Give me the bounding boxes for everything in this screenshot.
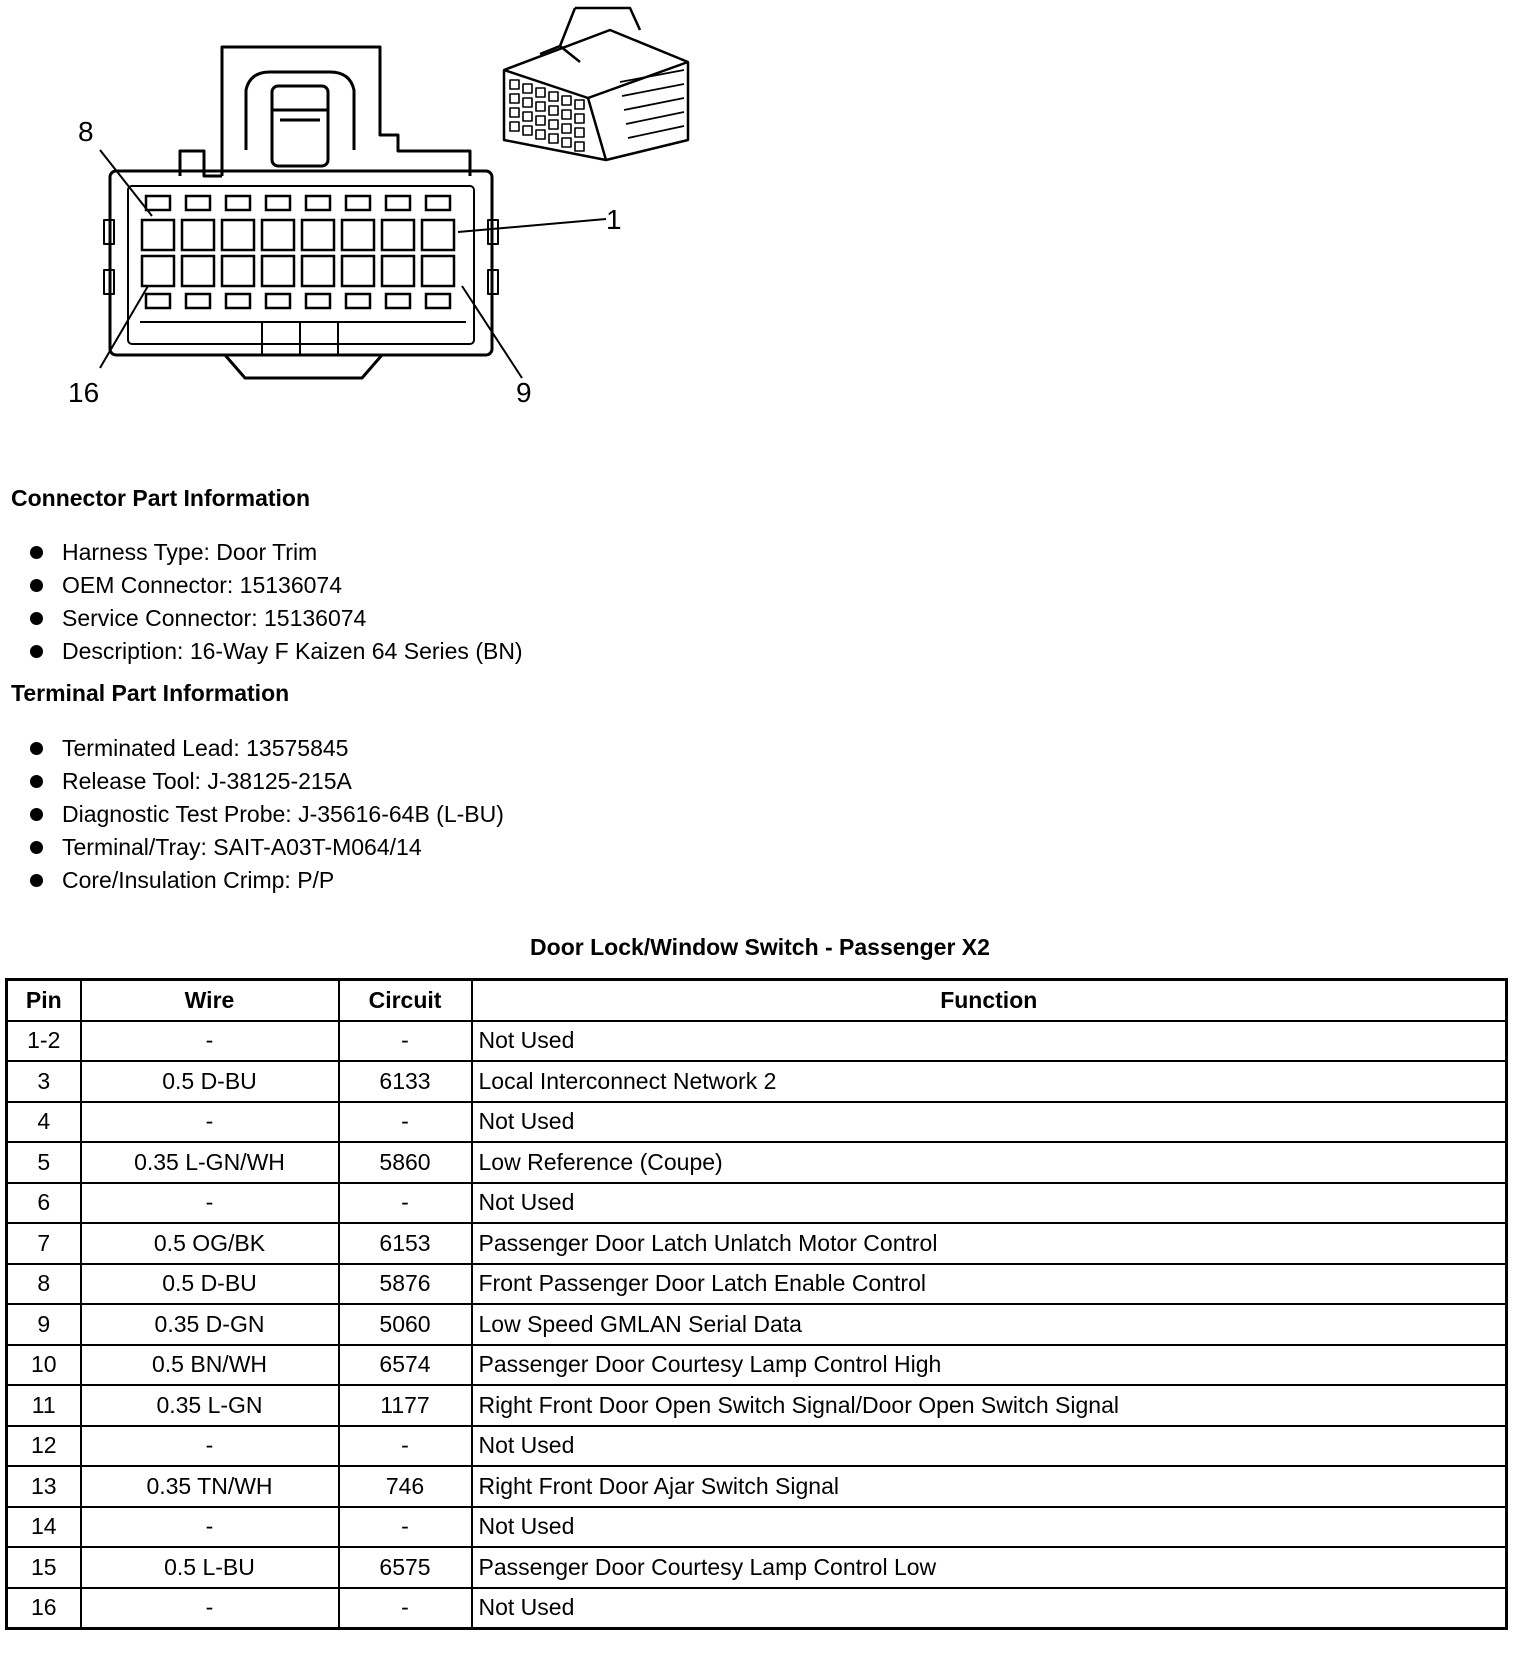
- cell-wire: 0.5 BN/WH: [81, 1345, 339, 1386]
- callout-leader-8: [100, 150, 152, 216]
- cell-circuit: -: [339, 1588, 472, 1629]
- col-header-circuit: Circuit: [339, 980, 472, 1021]
- iso-cavity: [549, 134, 558, 143]
- cell-wire: -: [81, 1588, 339, 1629]
- iso-cavity: [562, 124, 571, 133]
- cell-function: Local Interconnect Network 2: [472, 1061, 1507, 1102]
- cell-circuit: 6574: [339, 1345, 472, 1386]
- cell-circuit: -: [339, 1102, 472, 1143]
- cell-pin: 6: [7, 1183, 81, 1224]
- callout-9: 9: [516, 377, 532, 408]
- iso-cavity: [510, 94, 519, 103]
- cavity-lock: [426, 294, 450, 308]
- cell-wire: 0.5 D-BU: [81, 1061, 339, 1102]
- table-row: [7, 1304, 1507, 1345]
- terminal-cavity: [262, 220, 294, 250]
- cavity-lock: [306, 294, 330, 308]
- iso-cavity: [536, 130, 545, 139]
- cavity-lock: [426, 196, 450, 210]
- cavity-lock: [386, 196, 410, 210]
- terminal-cavity: [142, 256, 174, 286]
- cell-pin: 3: [7, 1061, 81, 1102]
- terminal-cavity: [422, 256, 454, 286]
- cell-wire: -: [81, 1507, 339, 1548]
- cavity-lock: [186, 196, 210, 210]
- cell-circuit: 6133: [339, 1061, 472, 1102]
- cell-function: Passenger Door Courtesy Lamp Control High: [472, 1345, 1507, 1386]
- terminal-cavity: [382, 256, 414, 286]
- iso-cavity: [575, 100, 584, 109]
- cell-pin: 1-2: [7, 1021, 81, 1062]
- cell-function: Right Front Door Ajar Switch Signal: [472, 1466, 1507, 1507]
- terminal-cavity: [182, 220, 214, 250]
- list-item: Harness Type: Door Trim: [30, 536, 523, 569]
- list-item: Description: 16-Way F Kaizen 64 Series (BN): [30, 635, 523, 668]
- cell-circuit: 6575: [339, 1547, 472, 1588]
- cell-function: Passenger Door Latch Unlatch Motor Control: [472, 1223, 1507, 1264]
- cell-circuit: -: [339, 1021, 472, 1062]
- col-header-function: Function: [472, 980, 1507, 1021]
- cell-wire: -: [81, 1426, 339, 1467]
- list-item: Core/Insulation Crimp: P/P: [30, 864, 504, 897]
- iso-cavity: [536, 88, 545, 97]
- table-row: [7, 1588, 1507, 1629]
- cell-pin: 13: [7, 1466, 81, 1507]
- iso-cavity: [536, 116, 545, 125]
- list-item: Diagnostic Test Probe: J-35616-64B (L-BU): [30, 798, 504, 831]
- col-header-pin: Pin: [7, 980, 81, 1021]
- cell-function: Not Used: [472, 1426, 1507, 1467]
- table-row: [7, 1466, 1507, 1507]
- terminal-cavity: [142, 220, 174, 250]
- cell-pin: 16: [7, 1588, 81, 1629]
- cell-wire: 0.5 L-BU: [81, 1547, 339, 1588]
- cell-pin: 11: [7, 1385, 81, 1426]
- terminal-part-info-heading: Terminal Part Information: [11, 680, 290, 706]
- connector-latch-tab: [272, 86, 328, 166]
- list-item: Service Connector: 15136074: [30, 602, 523, 635]
- cavity-lock: [226, 294, 250, 308]
- cell-pin: 4: [7, 1102, 81, 1143]
- pinout-table: [5, 978, 1508, 1630]
- pinout-table-title: Door Lock/Window Switch - Passenger X2: [530, 934, 990, 960]
- connector-part-info-list: [30, 536, 523, 668]
- cell-wire: 0.35 L-GN: [81, 1385, 339, 1426]
- cavity-lock: [146, 294, 170, 308]
- cell-wire: 0.35 D-GN: [81, 1304, 339, 1345]
- terminal-cavity: [422, 220, 454, 250]
- cell-circuit: 5860: [339, 1142, 472, 1183]
- terminal-cavity: [302, 220, 334, 250]
- iso-cavity: [549, 120, 558, 129]
- cell-circuit: 6153: [339, 1223, 472, 1264]
- bullet-icon: [30, 742, 43, 755]
- bullet-icon: [30, 645, 43, 658]
- cell-function: Not Used: [472, 1507, 1507, 1548]
- table-row: [7, 1021, 1507, 1062]
- cell-function: Low Speed GMLAN Serial Data: [472, 1304, 1507, 1345]
- cell-function: Not Used: [472, 1102, 1507, 1143]
- cell-pin: 12: [7, 1426, 81, 1467]
- cell-circuit: 746: [339, 1466, 472, 1507]
- terminal-cavity: [222, 256, 254, 286]
- list-item: Terminated Lead: 13575845: [30, 732, 504, 765]
- iso-cavity: [575, 142, 584, 151]
- cell-pin: 9: [7, 1304, 81, 1345]
- bullet-icon: [30, 612, 43, 625]
- table-row: [7, 1061, 1507, 1102]
- connector-diagram: [0, 0, 760, 440]
- bullet-icon: [30, 775, 43, 788]
- bullet-icon: [30, 841, 43, 854]
- iso-cavity: [549, 106, 558, 115]
- table-row: [7, 1183, 1507, 1224]
- terminal-cavity: [382, 220, 414, 250]
- callout-16: 16: [68, 377, 100, 408]
- iso-cavity: [523, 98, 532, 107]
- table-row: [7, 1345, 1507, 1386]
- cell-function: Passenger Door Courtesy Lamp Control Low: [472, 1547, 1507, 1588]
- cell-pin: 15: [7, 1547, 81, 1588]
- cell-circuit: 5876: [339, 1264, 472, 1305]
- cell-function: Not Used: [472, 1588, 1507, 1629]
- cell-function: Low Reference (Coupe): [472, 1142, 1507, 1183]
- terminal-cavity: [302, 256, 334, 286]
- terminal-cavity: [182, 256, 214, 286]
- cell-pin: 5: [7, 1142, 81, 1183]
- cavity-lock: [386, 294, 410, 308]
- cavity-lock: [346, 196, 370, 210]
- iso-cavity: [510, 122, 519, 131]
- callout-1: 1: [606, 204, 622, 235]
- table-row: [7, 1223, 1507, 1264]
- bullet-icon: [30, 874, 43, 887]
- terminal-cavity: [222, 220, 254, 250]
- cell-function: Not Used: [472, 1021, 1507, 1062]
- terminal-part-info-list: [30, 732, 504, 897]
- cavity-lock: [266, 294, 290, 308]
- iso-cavity: [536, 102, 545, 111]
- iso-cavity: [575, 128, 584, 137]
- cavity-lock: [306, 196, 330, 210]
- cell-wire: 0.35 TN/WH: [81, 1466, 339, 1507]
- cell-wire: -: [81, 1102, 339, 1143]
- col-header-wire: Wire: [81, 980, 339, 1021]
- cell-circuit: -: [339, 1426, 472, 1467]
- cell-circuit: -: [339, 1507, 472, 1548]
- callout-leader-1: [458, 219, 606, 232]
- list-item: Terminal/Tray: SAIT-A03T-M064/14: [30, 831, 504, 864]
- cell-circuit: 1177: [339, 1385, 472, 1426]
- cell-wire: 0.5 OG/BK: [81, 1223, 339, 1264]
- iso-cavity: [562, 110, 571, 119]
- cell-function: Right Front Door Open Switch Signal/Door Open Switch Signal: [472, 1385, 1507, 1426]
- table-row: [7, 1426, 1507, 1467]
- cell-wire: 0.5 D-BU: [81, 1264, 339, 1305]
- iso-cavity: [510, 108, 519, 117]
- cavity-lock: [186, 294, 210, 308]
- connector-3d-view: [504, 8, 688, 160]
- cell-pin: 7: [7, 1223, 81, 1264]
- cavity-lock: [346, 294, 370, 308]
- cell-pin: 14: [7, 1507, 81, 1548]
- list-item: Release Tool: J-38125-215A: [30, 765, 504, 798]
- iso-cavity: [523, 126, 532, 135]
- table-row: [7, 1102, 1507, 1143]
- cavity-lock: [226, 196, 250, 210]
- cell-circuit: 5060: [339, 1304, 472, 1345]
- bullet-icon: [30, 808, 43, 821]
- iso-cavity: [523, 84, 532, 93]
- callout-8: 8: [78, 116, 94, 147]
- table-row: [7, 1142, 1507, 1183]
- cell-wire: -: [81, 1021, 339, 1062]
- table-header-row: [7, 980, 1507, 1021]
- table-row: [7, 1264, 1507, 1305]
- iso-cavity: [510, 80, 519, 89]
- bullet-icon: [30, 546, 43, 559]
- iso-cavity: [562, 96, 571, 105]
- cell-pin: 10: [7, 1345, 81, 1386]
- cell-circuit: -: [339, 1183, 472, 1224]
- terminal-cavity: [262, 256, 294, 286]
- cell-function: Not Used: [472, 1183, 1507, 1224]
- cell-wire: 0.35 L-GN/WH: [81, 1142, 339, 1183]
- cavity-lock: [146, 196, 170, 210]
- iso-cavity: [575, 114, 584, 123]
- cell-wire: -: [81, 1183, 339, 1224]
- iso-cavity: [549, 92, 558, 101]
- cell-pin: 8: [7, 1264, 81, 1305]
- connector-part-info-heading: Connector Part Information: [11, 485, 311, 511]
- table-row: [7, 1385, 1507, 1426]
- terminal-cavity: [342, 220, 374, 250]
- list-item: OEM Connector: 15136074: [30, 569, 523, 602]
- table-row: [7, 1547, 1507, 1588]
- cell-function: Front Passenger Door Latch Enable Control: [472, 1264, 1507, 1305]
- connector-foot: [225, 355, 382, 378]
- terminal-cavity: [342, 256, 374, 286]
- iso-cavity: [523, 112, 532, 121]
- table-row: [7, 1507, 1507, 1548]
- bullet-icon: [30, 579, 43, 592]
- cavity-lock: [266, 196, 290, 210]
- iso-cavity: [562, 138, 571, 147]
